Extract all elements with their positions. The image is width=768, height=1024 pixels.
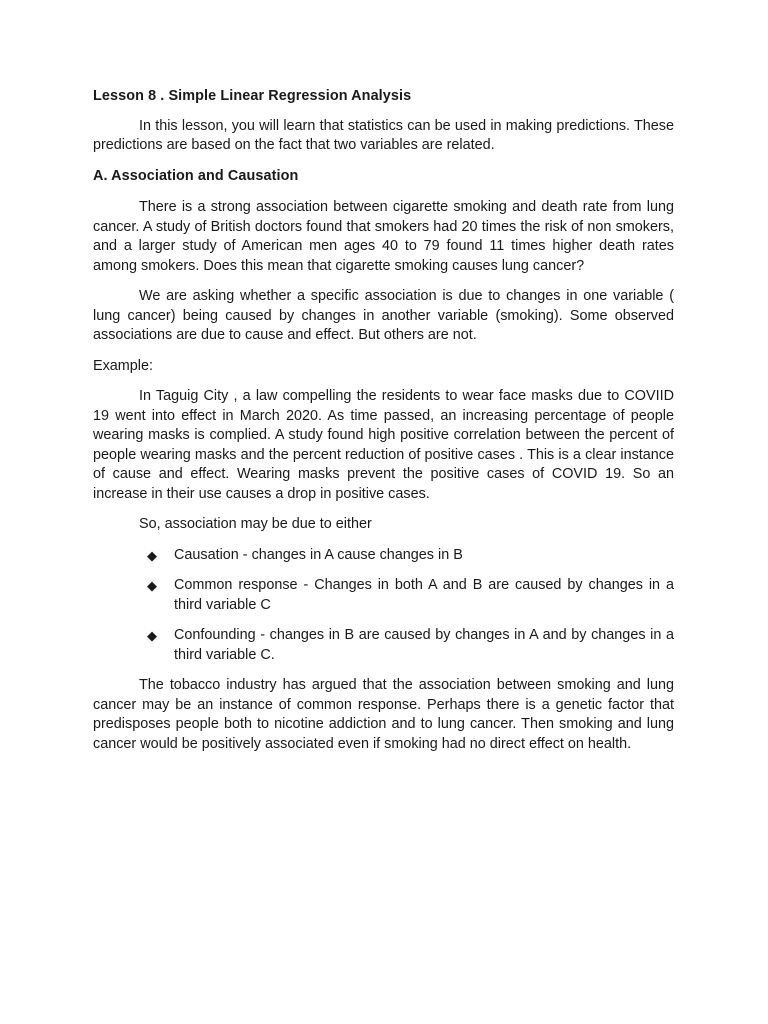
list-item — [93, 576, 674, 615]
list-item-text: Confounding - changes in B are caused by changes in A and by changes in a third variable C. — [174, 627, 674, 663]
causation-question-paragraph: We are asking whether a specific association is due to changes in one variable ( lung cancer) being caused by changes in another variable (smoking). Some observed associations are due to cause and effect. But others are not. — [93, 288, 674, 343]
diamond-bullet-icon: ◆ — [147, 628, 157, 643]
list-item — [93, 546, 674, 566]
section-heading: A. Association and Causation — [93, 167, 299, 184]
smoking-paragraph: There is a strong association between cigarette smoking and death rate from lung cancer. A study of British doctors found that smokers had 20 times the risk of non smokers, and a larger study of American men ages 40 to 79 found 11 times higher death rates among smokers. Does this mean that cigarette smoking causes lung cancer? — [93, 199, 674, 274]
closing-paragraph: The tobacco industry has argued that the association between smoking and lung cancer may be an instance of common response. Perhaps there is a genetic factor that predisposes people both to nicotine addiction and to lung cancer. Then smoking and lung cancer would be positively associated even if smoking had no direct effect on health. — [93, 677, 674, 752]
lesson-title: Lesson 8 . Simple Linear Regression Analysis — [93, 88, 412, 104]
example-label: Example: — [93, 357, 153, 374]
example-paragraph: In Taguig City , a law compelling the residents to wear face masks due to COVIID 19 went into effect in March 2020. As time passed, an increasing percentage of people wearing masks is complied. A study found high positive correlation between the percent of people wearing masks and the percent reduction of positive cases . This is a clear instance of cause and effect. Wearing masks prevent the positive cases of COVID 19. So an increase in their use causes a drop in positive cases. — [93, 388, 674, 502]
intro-paragraph: In this lesson, you will learn that statistics can be used in making predictions. These predictions are based on the fact that two variables are related. — [93, 117, 674, 153]
list-item-text: Causation - changes in A cause changes in B — [174, 546, 463, 563]
list-item — [93, 626, 674, 665]
lead-in-text: So, association may be due to either — [139, 516, 372, 532]
list-item-text: Common response - Changes in both A and B are caused by changes in a third variable C — [174, 577, 674, 613]
diamond-bullet-icon: ◆ — [147, 578, 157, 593]
diamond-bullet-icon: ◆ — [147, 547, 157, 563]
association-types-list — [93, 546, 674, 666]
